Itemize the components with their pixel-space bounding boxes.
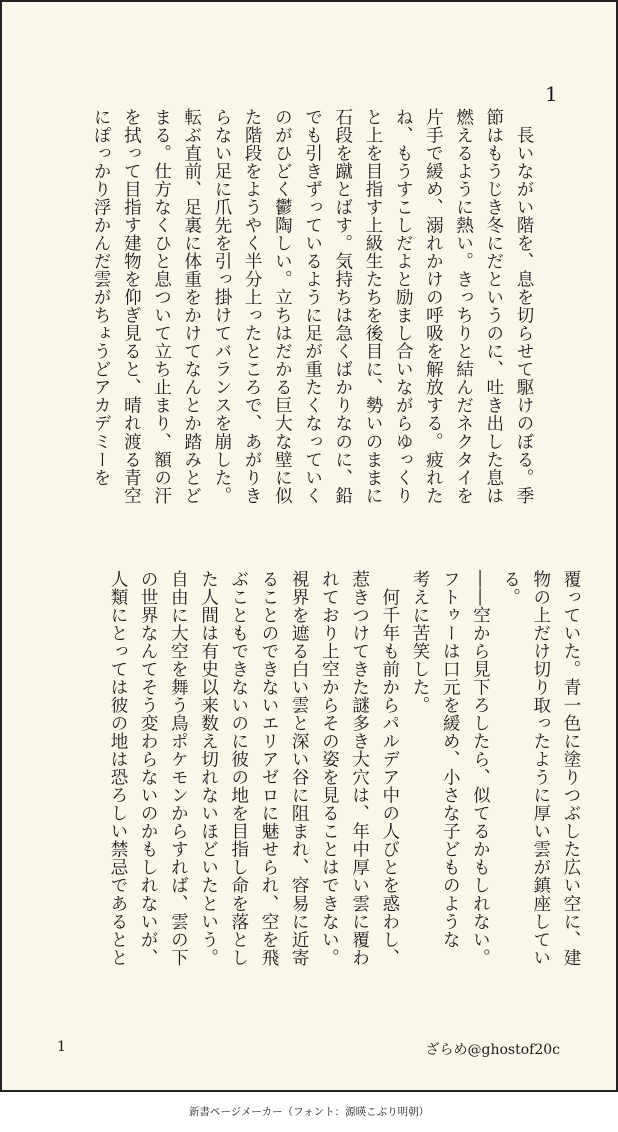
text-line: 考えに苦笑した。 [409, 570, 430, 715]
text-line: 石段を蹴とばす。気持ちは急くばかりなのに、鉛 [332, 108, 353, 505]
text-line: れており上空からその姿を見ることはできない。 [319, 570, 340, 967]
text-line: 視界を遮る白い雲と深い谷に阻まれ、容易に近寄 [289, 570, 310, 967]
text-line: ――空から見下ろしたら、似てるかもしれない。 [470, 570, 491, 967]
text-line: のがひどく鬱陶しい。立ちはだかる巨大な壁に似 [272, 108, 293, 505]
text-line: にぽっかり浮かんだ雲がちょうどアカデミーを [91, 108, 112, 487]
text-line: た人間は有史以来数え切れないほどいたという。 [198, 570, 219, 967]
text-line: 節はもうじき冬にだというのに、吐き出した息は [483, 108, 504, 505]
text-line: を拭って目指す建物を仰ぎ見ると、晴れ渡る青空 [121, 108, 142, 505]
text-line: ぶこともできないのに彼の地を目指し命を落とし [228, 570, 249, 967]
text-line: 惹きつけてきた謎多き大穴は、年中厚い雲に覆わ [349, 570, 370, 967]
text-line: 自由に大空を舞う鳥ポケモンからすれば、雲の下 [168, 570, 189, 967]
generator-caption: 新書ページメーカー（フォント：源暎こぶり明朝） [188, 1106, 430, 1118]
text-block-top [86, 108, 539, 528]
text-line: 片手で緩め、溺れかけの呼吸を解放する。疲れた [423, 108, 444, 505]
text-line: 人類にとっては彼の地は恐ろしい禁忌であるとと [107, 570, 128, 967]
author-name: ざらめ@ghostof20c [425, 1042, 560, 1058]
text-line: 燃えるように熱い。きっちりと結んだネクタイを [453, 108, 474, 505]
text-line: 転ぶ直前、足裏に体重をかけてなんとか踏みとど [181, 108, 202, 505]
text-line: た階段をようやく半分上ったところで、あがりき [242, 108, 263, 505]
text-line: の世界なんてそう変わらないのかもしれないが、 [138, 570, 159, 967]
text-line: 何千年も前からパルデア中の人びとを惑わし、 [379, 570, 400, 967]
chapter-number: 1 [545, 82, 558, 106]
text-line: る。 [500, 570, 521, 607]
page-number: 1 [57, 1039, 66, 1055]
text-line: ることのできないエリアゼロに魅せられ、空を飛 [258, 570, 279, 967]
text-line: まる。仕方なくひと息ついて立ち止まり、額の汗 [151, 108, 172, 505]
text-line: と上を目指す上級生たちを後目に、勢いのままに [362, 108, 383, 505]
text-line: フトゥーは口元を緩め、小さな子どものような [440, 570, 461, 949]
text-block-bottom [103, 570, 586, 990]
text-line: 覆っていた。青一色に塗りつぶした広い空に、建 [561, 570, 581, 967]
text-line: 物の上だけ切り取ったように厚い雲が鎮座してい [530, 570, 551, 967]
text-line: 長いながい階を、息を切らせて駆けのぼる。季 [514, 108, 534, 505]
text-line: らない足に爪先を引っ掛けてバランスを崩した。 [211, 108, 232, 505]
text-line: でも引きずっているように足が重たくなっていく [302, 108, 323, 505]
text-line: ね、もうすこしだよと励まし合いながらゆっくり [393, 108, 414, 505]
